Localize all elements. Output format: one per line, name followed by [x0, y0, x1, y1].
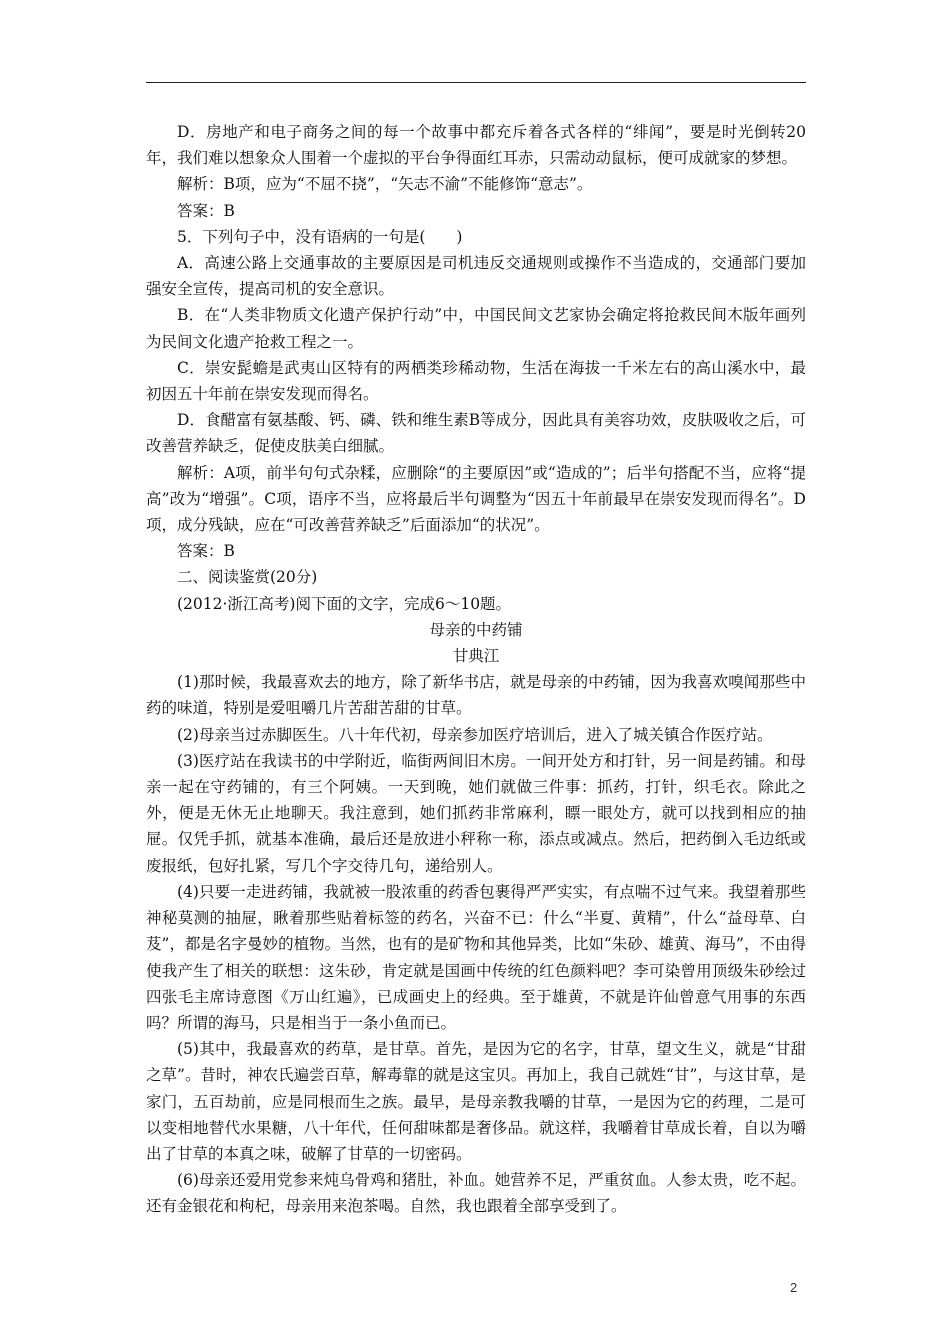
q4-analysis: 解析：B项，应为“不屈不挠”，“矢志不渝”不能修饰“意志”。 — [177, 175, 593, 194]
header-rule — [146, 82, 806, 83]
q4-option-d: D．房地产和电子商务之间的每一个故事中都充斥着各式各样的“绯闻”，要是时光倒转20年，我们难以想象众人围着一个虚拟的平台争得面红耳赤，只需动动鼠标，便可成就家的梦想。 — [146, 123, 806, 168]
article-paragraph: (6)母亲还爱用党参来炖乌骨鸡和猪肚，补血。她营养不足，严重贫血。人参太贵，吃不起。还有金银花和枸杞，母亲用来泡茶喝。自然，我也跟着全部享受到了。 — [146, 1171, 806, 1216]
page-number: 2 — [790, 1280, 798, 1295]
q5-answer: 答案：B — [177, 542, 235, 561]
reading-intro: (2012·浙江高考)阅下面的文字，完成6～10题。 — [177, 594, 512, 613]
q5-option-d: D．食醋富有氨基酸、钙、磷、铁和维生素B等成分，因此具有美容功效，皮肤吸收之后，可改善营养缺乏，促使皮肤美白细腻。 — [146, 411, 806, 456]
q4-answer: 答案：B — [177, 201, 235, 220]
q5-option-a: A．高速公路上交通事故的主要原因是司机违反交通规则或操作不当造成的，交通部门要加强安全宣传，提高司机的安全意识。 — [146, 254, 806, 299]
q5-option-b: B．在“人类非物质文化遗产保护行动”中，中国民间文艺家协会确定将抢救民间木版年画列为民间文化遗产抢救工程之一。 — [146, 306, 806, 351]
article-paragraph: (1)那时候，我最喜欢去的地方，除了新华书店，就是母亲的中药铺，因为我喜欢嗅闻那些中药的味道，特别是爱咀嚼几片苦甜苦甜的甘草。 — [146, 673, 806, 718]
q5-stem: 5．下列句子中，没有语病的一句是( ) — [177, 227, 463, 246]
q5-option-c: C．崇安髭蟾是武夷山区特有的两栖类珍稀动物，生活在海拔一千米左右的高山溪水中，最初因五十年前在崇安发现而得名。 — [146, 358, 806, 404]
article-title: 母亲的中药铺 — [429, 620, 523, 639]
article-paragraph: (2)母亲当过赤脚医生。八十年代初，母亲参加医疗培训后，进入了城关镇合作医疗站。 — [177, 725, 773, 744]
document-body — [146, 119, 806, 1220]
article-paragraph: (4)只要一走进药铺，我就被一股浓重的药香包裹得严严实实，有点喘不过气来。我望着那些神秘莫测的抽屉，瞅着那些贴着标签的药名，兴奋不已：什么“半夏、黄精”，什么“益母草、白芨”，都是名字曼妙的植物。当然，也有的是矿物和其他异类，比如“朱砂、雄黄、海马”，不由得使我产生了相关的联想：这朱砂，肯定就是国画中传统的红色颜料吧？李可染曾用顶级朱砂绘过四张毛主席诗意图《万山红遍》，已成画史上的经典。至于雄黄，不就是许仙曾意气用事的东西吗？所谓的海马，只是相当于一条小鱼而已。 — [146, 882, 806, 1032]
article-author: 甘典江 — [452, 647, 500, 666]
article-paragraph: (3)医疗站在我读书的中学附近，临街两间旧木房。一间开处方和打针，另一间是药铺。和母亲一起在守药铺的，有三个阿姨。一天到晚，她们就做三件事：抓药，打针，织毛衣。除此之外，便是无休无止地聊天。我注意到，她们抓药非常麻利，瞟一眼处方，就可以找到相应的抽屉。仅凭手抓，就基本准确，最后还是放进小秤称一称，添点或减点。然后，把药倒入毛边纸或废报纸，包好扎紧，写几个字交待几句，递给别人。 — [146, 751, 806, 875]
article-paragraph: (5)其中，我最喜欢的药草，是甘草。首先，是因为它的名字，甘草，望文生义，就是“甘甜之草”。昔时，神农氏遍尝百草，解毒靠的就是这宝贝。再加上，我自己就姓“甘”，与这甘草，是家门，五百劫前，应是同根而生之族。最早，是母亲教我嚼的甘草，一是因为它的药理，二是可以变相地替代水果糖，八十年代，任何甜味都是奢侈品。就这样，我嚼着甘草成长着，自以为嚼出了甘草的本真之味，破解了甘草的一切密码。 — [146, 1040, 806, 1163]
q5-analysis: 解析：A项，前半句句式杂糅，应删除“的主要原因”或“造成的”；后半句搭配不当，应将“提高”改为“增强”。C项，语序不当，应将最后半句调整为“因五十年前最早在崇安发现而得名”。D项，成分残缺，应在“可改善营养缺乏”后面添加“的状况”。 — [146, 463, 806, 535]
section-heading: 二、阅读鉴赏(20分) — [177, 568, 318, 587]
